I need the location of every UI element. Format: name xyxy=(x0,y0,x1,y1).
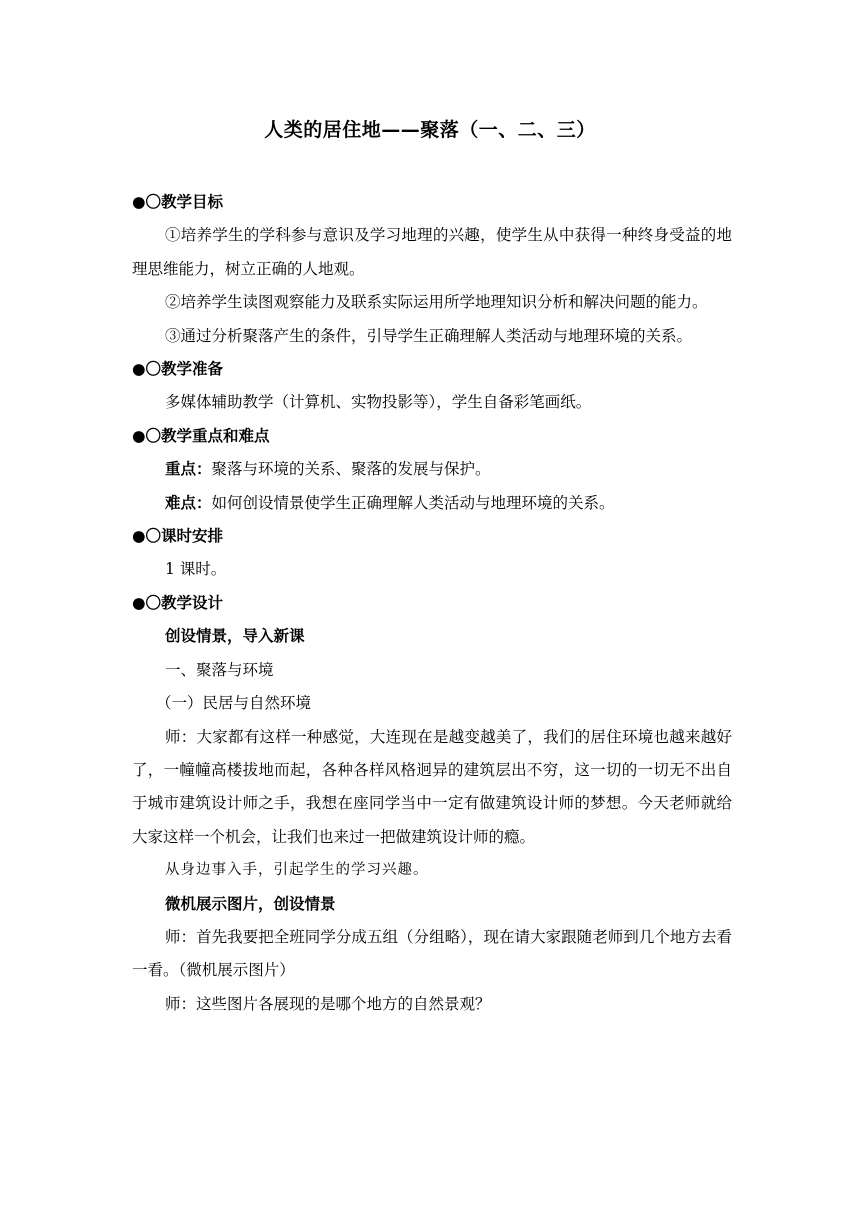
preparation-text: 多媒体辅助教学（计算机、实物投影等），学生自备彩笔画纸。 xyxy=(165,393,592,412)
page-title: 人类的居住地——聚落（一、二、三） xyxy=(264,119,596,141)
document-body xyxy=(132,186,732,1021)
section-one-heading: 一、聚落与环境 xyxy=(165,660,274,679)
difficult-point-line xyxy=(132,487,732,520)
intro-subheading: 创设情景，导入新课 xyxy=(165,627,305,646)
difficult-point-label: 难点： xyxy=(165,493,212,512)
teaching-note: 从身边事入手，引起学生的学习兴趣。 xyxy=(165,862,429,879)
objective-item-1: ①培养学生的学科参与意识及学习地理的兴趣，使学生从中获得一种终身受益的地理思维能力，树立正确的人地观。 xyxy=(132,226,732,278)
schedule-text: 1 课时。 xyxy=(165,560,227,579)
section-heading-schedule: ●〇课时安排 xyxy=(132,527,224,546)
difficult-point-text: 如何创设情景使学生正确理解人类活动与地理环境的关系。 xyxy=(211,493,615,512)
subsection-one-heading: （一）民居与自然环境 xyxy=(156,694,312,713)
teacher-paragraph-1: 师：大家都有这样一种感觉，大连现在是越变越美了，我们的居住环境也越来越好了，一幢幢高楼拔地而起，各种各样风格迥异的建筑层出不穷，这一切的一切无不出自于城市建筑设计师之手，我想在座同学当中一定有做建筑设计师的梦想。今天老师就给大家这样一个机会，让我们也来过一把做建筑设计师的瘾。 xyxy=(132,727,732,846)
key-point-line xyxy=(132,453,732,486)
section-heading-design: ●〇教学设计 xyxy=(132,593,224,612)
objective-item-2: ②培养学生读图观察能力及联系实际运用所学地理知识分析和解决问题的能力。 xyxy=(165,293,708,312)
section-heading-preparation: ●〇教学准备 xyxy=(132,360,224,379)
key-point-label: 重点： xyxy=(165,460,212,479)
section-heading-objectives: ●〇教学目标 xyxy=(132,193,224,211)
key-point-text: 聚落与环境的关系、聚落的发展与保护。 xyxy=(211,460,491,479)
objective-item-3: ③通过分析聚落产生的条件，引导学生正确理解人类活动与地理环境的关系。 xyxy=(165,326,693,345)
section-heading-key-points: ●〇教学重点和难点 xyxy=(132,426,270,445)
teacher-paragraph-2: 师：首先我要把全班同学分成五组（分组略），现在请大家跟随老师到几个地方去看一看。（微机展示图片） xyxy=(132,927,732,980)
teacher-paragraph-3: 师：这些图片各展现的是哪个地方的自然景观？ xyxy=(165,994,491,1013)
display-subheading: 微机展示图片，创设情景 xyxy=(165,894,336,913)
